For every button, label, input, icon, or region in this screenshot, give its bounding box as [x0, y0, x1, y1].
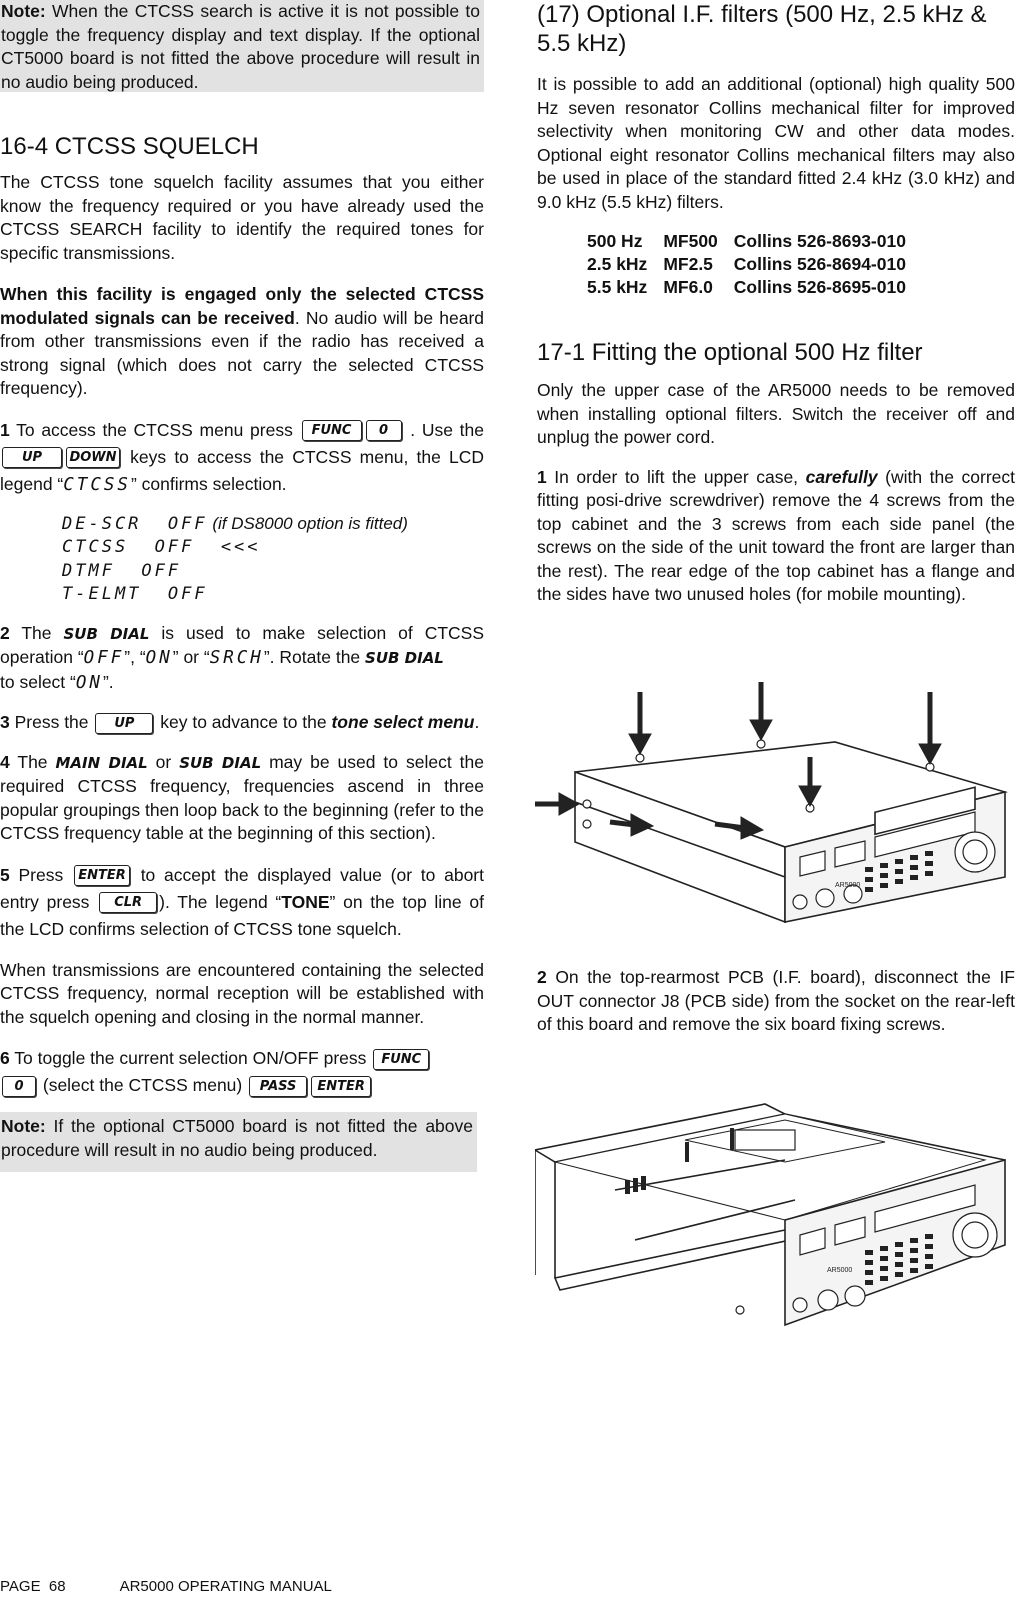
ctcss-engaged-para: When this facility is engaged only the selected CTCSS modulated signals can be received. No audio will be heard from other transmissions even if the radio has received a strong signal (which does not carry the selected CTCSS frequency). [0, 284, 484, 398]
step-4: 4 The MAIN DIAL or SUB DIAL may be used to select the required CTCSS frequency, frequencies ascend in three popular groupings then loop back to the beginning (refer to the CTCSS frequency table at the beginning of this section). [0, 751, 484, 843]
lcd-line: DTMF OFF [62, 560, 182, 581]
lcd-line: T-ELMT OFF [62, 584, 208, 604]
sub-dial-label: SUB DIAL [179, 753, 262, 772]
ctcss-intro: The CTCSS tone squelch facility assumes that you either know the frequency required or you have already used the CTCSS SEARCH facility to identify the required tones for specific transmissions. [0, 172, 484, 263]
brand-label: AR5000 [827, 1267, 853, 1274]
optional-filters-para: It is possible to add an additional (optional) high quality 500 Hz seven resonator Collins mechanical filter for improved selectivity when monitoring CW and other data modes. Optional eight resonator Collins mechanical filters may also be used in place of the standard fitted 2.4 kHz (3.0 kHz) and 9.0 kHz (5.5 kHz) filters. [537, 74, 1015, 212]
clr-key: CLR [99, 892, 157, 913]
heading-optional-if-filters: (17) Optional I.F. filters (500 Hz, 2.5 kHz & 5.5 kHz) [537, 1, 987, 57]
enter-key: ENTER [311, 1076, 371, 1097]
sub-dial-label: SUB DIAL [63, 624, 150, 643]
step-1: 1 To access the CTCSS menu press FUNC 0 . Use the UP DOWN keys to access the CTCSS menu, the LCD legend “CTCSS” confirms selection. [0, 419, 484, 495]
filter-table [579, 230, 914, 299]
lcd-menu-list [62, 512, 484, 606]
main-dial-label: MAIN DIAL [55, 753, 148, 772]
func-key: FUNC [302, 420, 362, 441]
transmissions-para: When transmissions are encountered containing the selected CTCSS frequency, normal reception will be established with the squelch opening and closing in the normal manner. [0, 959, 484, 1027]
note-text: When the CTCSS search is active it is not possible to toggle the frequency display and text display. If the optional CT5000 board is not fitted the above procedure will result in no audio being produced. [1, 1, 480, 92]
lcd-line: CTCSS OFF <<< [62, 537, 261, 557]
pass-key: PASS [249, 1076, 307, 1097]
receiver-cabinet-illustration [535, 672, 1015, 934]
table-row: 500 Hz MF500 Collins 526-8693-010 [587, 231, 906, 251]
func-key: FUNC [373, 1049, 429, 1070]
section-title-ctcss: 16-4 CTCSS SQUELCH [0, 133, 259, 160]
right-column [537, 0, 1015, 607]
fitting-step-2: 2 On the top-rearmost PCB (I.F. board), disconnect the IF OUT connector J8 (PCB side) from the socket on the rear-left of this board and remove the six board fixing screws. [537, 967, 1015, 1034]
table-row: 2.5 kHz MF2.5 Collins 526-8694-010 [587, 254, 906, 274]
table-row: 5.5 kHz MF6.0 Collins 526-8695-010 [587, 277, 906, 297]
up-key: UP [2, 447, 62, 468]
note-top [0, 0, 484, 92]
note-bottom: Note: If the optional CT5000 board is not fitted the above procedure will result in no audio being produced. [0, 1112, 477, 1172]
lcd-ctcss: CTCSS [63, 474, 131, 495]
section-title-fitting: 17-1 Fitting the optional 500 Hz filter [537, 339, 923, 366]
step-5: 5 Press ENTER to accept the displayed value (or to abort entry press CLR ). The legend “TONE” on the top line of the LCD confirms selection of CTCSS tone squelch. [0, 864, 484, 939]
zero-key: 0 [2, 1076, 36, 1097]
step-3: 3 Press the UP key to advance to the tone select menu. [0, 712, 480, 732]
step-2: 2 The SUB DIAL is used to make selection of CTCSS operation “OFF”, “ON” or “SRCH”. Rotate the SUB DIAL to select “ON”. [0, 622, 485, 693]
page-footer [0, 1578, 386, 1595]
note-label: Note: [1, 1, 46, 21]
open-chassis-illustration [535, 1100, 1015, 1340]
brand-label: AR5000 [835, 882, 861, 889]
zero-key: 0 [366, 420, 402, 441]
down-key: DOWN [66, 447, 120, 468]
fitting-intro: Only the upper case of the AR5000 needs to be removed when installing optional filters. Switch the receiver off and unplug the power cord. [537, 380, 1015, 447]
lcd-line: DE-SCR OFF (if DS8000 option is fitted) [62, 513, 408, 534]
enter-key: ENTER [74, 865, 130, 886]
step-6: 6 To toggle the current selection ON/OFF press FUNC 0 (select the CTCSS menu) PASS ENTER [0, 1045, 484, 1099]
left-column [0, 0, 484, 1172]
up-key: UP [95, 713, 153, 734]
fitting-step-1: 1 In order to lift the upper case, carefully (with the correct fitting posi-drive screwdriver) remove the 4 screws from the top cabinet and the 3 screws from each side panel (the screws on the side of the unit toward the front are larger than the rest). The rear edge of the top cabinet has a flange and the sides have two unused holes (for mobile mounting). [537, 466, 1015, 604]
page-number: PAGE 68 [0, 1578, 66, 1595]
manual-title: AR5000 OPERATING MANUAL [119, 1578, 332, 1595]
